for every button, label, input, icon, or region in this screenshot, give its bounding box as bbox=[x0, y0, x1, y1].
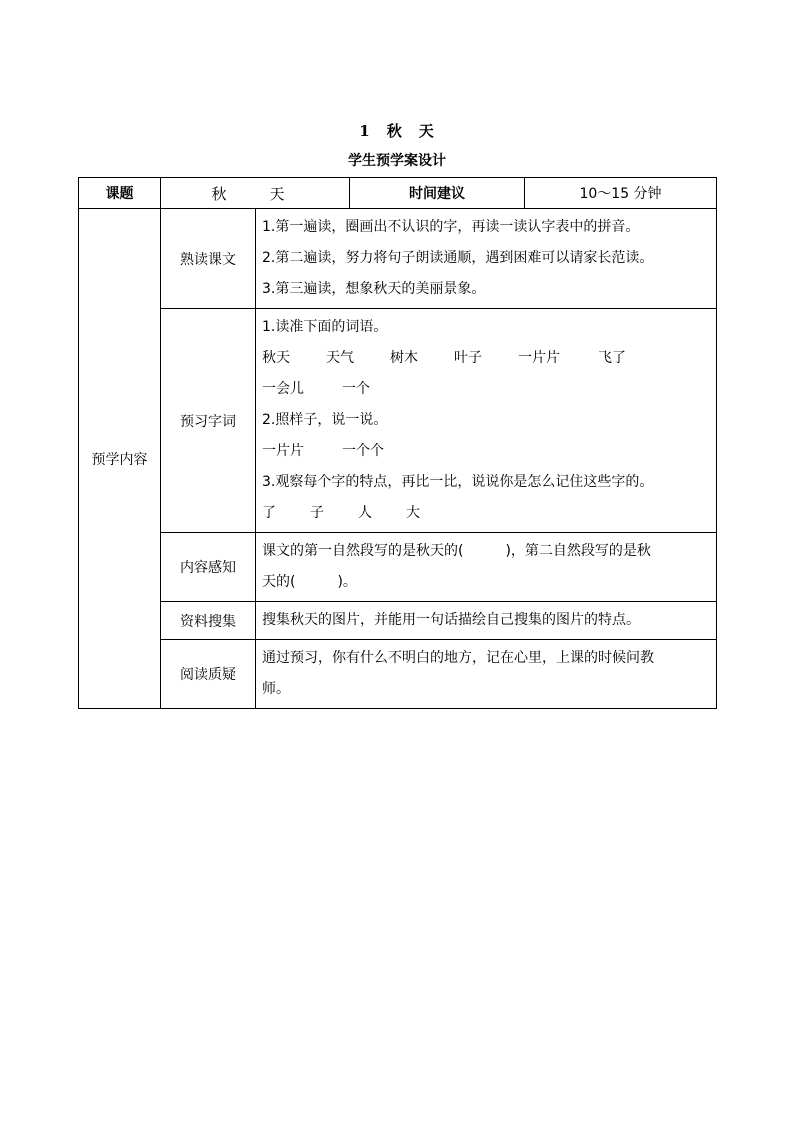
row-reading bbox=[79, 209, 717, 309]
word-item: 叶子 bbox=[454, 350, 482, 366]
word-item: 飞了 bbox=[598, 350, 626, 366]
label-words: 预习字词 bbox=[161, 309, 256, 533]
section-label: 预学内容 bbox=[79, 209, 161, 709]
words-step-1: 1.读准下面的词语。 bbox=[262, 319, 388, 335]
time-value: 10～15 分钟 bbox=[525, 178, 717, 209]
time-label: 时间建议 bbox=[350, 178, 525, 209]
content-perception bbox=[256, 533, 717, 602]
content-words bbox=[256, 309, 717, 533]
study-plan-table bbox=[78, 177, 717, 709]
char-item: 了 bbox=[262, 505, 276, 521]
word-item: 一片片 bbox=[518, 350, 560, 366]
row-question bbox=[79, 640, 717, 709]
perception-line-2: 天的( )。 bbox=[262, 574, 357, 590]
content-question bbox=[256, 640, 717, 709]
question-line-1: 通过预习，你有什么不明白的地方，记在心里，上课的时候问教 bbox=[262, 650, 654, 666]
reading-line-3: 3.第三遍读，想象秋天的美丽景象。 bbox=[262, 281, 486, 297]
topic-value: 秋 天 bbox=[161, 178, 350, 209]
word-item: 一会儿 bbox=[262, 381, 304, 397]
word-item: 秋天 bbox=[262, 350, 290, 366]
words-line-1 bbox=[262, 343, 710, 374]
label-reading: 熟读课文 bbox=[161, 209, 256, 309]
label-question: 阅读质疑 bbox=[161, 640, 256, 709]
word-item: 树木 bbox=[390, 350, 418, 366]
chars-line bbox=[262, 498, 710, 529]
label-collect: 资料搜集 bbox=[161, 602, 256, 640]
word-item: 天气 bbox=[326, 350, 354, 366]
row-perception bbox=[79, 533, 717, 602]
row-words bbox=[79, 309, 717, 533]
content-reading bbox=[256, 209, 717, 309]
words-step-3: 3.观察每个字的特点，再比一比，说说你是怎么记住这些字的。 bbox=[262, 474, 654, 490]
char-item: 子 bbox=[310, 505, 324, 521]
row-collect bbox=[79, 602, 717, 640]
char-item: 人 bbox=[358, 505, 372, 521]
reading-line-1: 1.第一遍读，圈画出不认识的字，再读一读认字表中的拼音。 bbox=[262, 219, 640, 235]
words-example bbox=[262, 436, 710, 467]
example-item: 一片片 bbox=[262, 443, 304, 459]
words-step-2: 2.照样子，说一说。 bbox=[262, 412, 388, 428]
perception-line-1: 课文的第一自然段写的是秋天的( )，第二自然段写的是秋 bbox=[262, 543, 651, 559]
question-line-2: 师。 bbox=[262, 681, 290, 697]
topic-label: 课题 bbox=[79, 178, 161, 209]
reading-line-2: 2.第二遍读，努力将句子朗读通顺，遇到困难可以请家长范读。 bbox=[262, 250, 654, 266]
words-line-2 bbox=[262, 374, 710, 405]
word-item: 一个 bbox=[342, 381, 370, 397]
header-row bbox=[79, 178, 717, 209]
label-perception: 内容感知 bbox=[161, 533, 256, 602]
page-subtitle: 学生预学案设计 bbox=[348, 153, 446, 169]
content-collect bbox=[256, 602, 717, 640]
page-title: 1 秋 天 bbox=[359, 122, 435, 140]
example-item: 一个个 bbox=[342, 443, 384, 459]
char-item: 大 bbox=[406, 505, 420, 521]
collect-line-1: 搜集秋天的图片，并能用一句话描绘自己搜集的图片的特点。 bbox=[262, 612, 640, 628]
